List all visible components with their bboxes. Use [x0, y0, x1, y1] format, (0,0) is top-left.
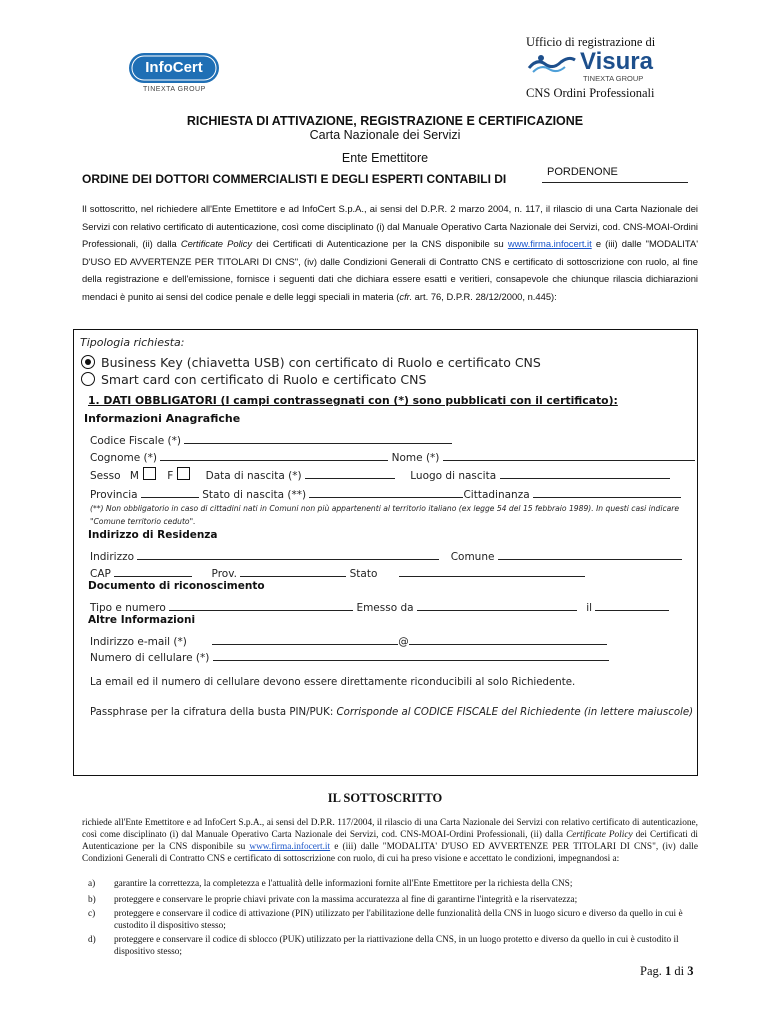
commitment-text: proteggere e conservare le proprie chiavi private con la massima accuratezza al fine di garantirne l'integrità e la riservatezza; [114, 895, 578, 905]
option-business-key-label: Business Key (chiavetta USB) con certificato di Ruolo e certificato CNS [101, 355, 541, 370]
infocert-logo-text: InfoCert [145, 59, 203, 76]
page-prefix: Pag. [640, 964, 662, 978]
email-note: La email ed il numero di cellulare devono essere direttamente riconducibili al solo Richiedente. [90, 677, 576, 688]
prov-field[interactable] [240, 564, 346, 577]
cellulare-field[interactable] [213, 648, 609, 661]
order-line [82, 172, 506, 186]
comune-field[interactable] [498, 547, 682, 560]
undersigned-link[interactable]: www.firma.infocert.it [249, 842, 331, 852]
residenza-title: Indirizzo di Residenza [88, 529, 218, 541]
intro-text-3: e (iii) dalle "MODALITA' D'USO ED AVVERTENZE PER TITOLARI DI CNS", (iv) dalle Condizioni Generali di Contratto CNS e certificato di sottoscrizione con ruolo, al fine della registrazione e dell'emissione, fornisce i seguenti dati che dichiara essere esatti e veritieri, consapevole che chiunque rilascia dichiarazioni mendaci è punito ai sensi del codice penale e delle leggi speciali in materia ( [82, 238, 698, 302]
cap-label: CAP [90, 568, 111, 580]
order-prefix: ORDINE DEI DOTTORI COMMERCIALISTI E DEGLI ESPERTI CONTABILI DI [82, 172, 507, 186]
il-label: il [586, 602, 593, 614]
intro-paragraph [82, 200, 698, 305]
provincia-row [90, 485, 681, 501]
codice-fiscale-label: Codice Fiscale (*) [90, 435, 181, 447]
commitment-text: proteggere e conservare il codice di attivazione (PIN) utilizzato per l'abilitazione delle funzionalità della CNS in luogo sicuro e diverso da quello in cui è custodito il dispositivo stesso; [114, 909, 683, 931]
sesso-f-label: F [167, 470, 174, 482]
passphrase-label: Passphrase per la cifratura della busta PIN/PUK: [90, 707, 334, 718]
provincia-field[interactable] [141, 485, 199, 498]
cellulare-label: Numero di cellulare (*) [90, 652, 210, 664]
cittadinanza-label: Cittadinanza [463, 489, 530, 501]
commitment-marker: b) [88, 895, 96, 905]
nome-label: Nome (*) [391, 452, 440, 464]
stato-label: Stato [349, 568, 378, 580]
luogo-nascita-field[interactable] [500, 466, 670, 479]
email-local-field[interactable] [212, 632, 398, 645]
sesso-f-checkbox[interactable] [177, 467, 190, 480]
stato-nascita-label: Stato di nascita (**) [202, 489, 307, 501]
data-nascita-label: Data di nascita (*) [205, 470, 302, 482]
document-title: RICHIESTA DI ATTIVAZIONE, REGISTRAZIONE E CERTIFICAZIONE [186, 114, 584, 128]
cns-ordini-label: CNS Ordini Professionali [526, 86, 655, 100]
commitment-item-c [88, 908, 700, 934]
cognome-label: Cognome (*) [90, 452, 157, 464]
commitment-item-b [88, 894, 700, 908]
email-at: @ [398, 636, 409, 648]
commitment-text: garantire la correttezza, la completezza e l'attualità delle informazioni fornite all'Ente Emettitore per la richiesta della CNS; [114, 879, 573, 889]
commitment-item-d [88, 934, 700, 960]
email-label: Indirizzo e-mail (*) [90, 636, 187, 648]
option-smart-card[interactable] [81, 372, 426, 387]
page-sep: di [674, 964, 685, 978]
provincia-label: Provincia [90, 489, 138, 501]
page-current: 1 [665, 964, 672, 978]
sesso-row [90, 466, 670, 482]
commitment-marker: d) [88, 935, 96, 945]
documento-row [90, 598, 669, 614]
commitment-text: proteggere e conservare il codice di sblocco (PUK) utilizzato per la riattivazione della CNS, in un luogo protetto e diverso da quello in cui è custodito il dispositivo stesso; [114, 935, 679, 957]
email-row [90, 632, 607, 648]
cognome-field[interactable] [160, 448, 388, 461]
order-city-field[interactable] [542, 166, 688, 183]
intro-text-2: dei Certificati di Autenticazione per la CNS disponibile su [256, 238, 504, 249]
cap-field[interactable] [114, 564, 192, 577]
section-mandatory-data: 1. DATI OBBLIGATORI (I campi contrassegnati con (*) sono pubblicati con il certificato): [88, 394, 618, 407]
sesso-m-checkbox[interactable] [143, 467, 156, 480]
emesso-da-label: Emesso da [356, 602, 414, 614]
indirizzo-label: Indirizzo [90, 551, 135, 563]
option-smart-card-radio[interactable] [81, 372, 95, 386]
nascita-note: (**) Non obbligatorio in caso di cittadini nati in Comuni non più appartenenti al territorio italiano (ex legge 54 del 15 febbraio 1989). In questi casi indicare "Comune territorio ceduto". [90, 504, 680, 526]
visura-wave-icon [527, 52, 577, 74]
visura-group-label: TINEXTA GROUP [583, 74, 644, 83]
altre-info-title: Altre Informazioni [88, 614, 196, 626]
registration-office-label: Ufficio di registrazione di [526, 35, 656, 49]
order-city-value: PORDENONE [547, 166, 618, 178]
tipo-numero-label: Tipo e numero [90, 602, 166, 614]
cap-row [90, 564, 585, 580]
intro-cfr: cfr. [399, 290, 413, 302]
indirizzo-field[interactable] [137, 547, 439, 560]
option-business-key[interactable] [81, 355, 541, 370]
visura-logo-text: Visura [580, 48, 653, 75]
visura-logo [527, 50, 667, 76]
nome-field[interactable] [443, 448, 695, 461]
il-field[interactable] [595, 598, 669, 611]
anagrafiche-title: Informazioni Anagrafiche [84, 412, 241, 425]
intro-policy: Certificate Policy [180, 238, 253, 249]
sesso-label: Sesso [90, 470, 121, 482]
passphrase-row [90, 707, 693, 718]
cellulare-row [90, 648, 609, 664]
issuer-label: Ente Emettitore [341, 151, 429, 165]
data-nascita-field[interactable] [305, 466, 395, 479]
tipologia-label-text: Tipologia richiesta: [80, 336, 185, 349]
undersigned-text-3: e (iii) dalle "MODALITA' D'USO ED AVVERTENZE PER TITOLARI DI CNS", (iv) dalle Condizioni Generali di Contratto CNS e certificato di sottoscrizione con ruolo, di cui ha preso visione e accettato le condizioni, impegnandosi a: [82, 842, 698, 864]
comune-label: Comune [450, 551, 495, 563]
luogo-nascita-label: Luogo di nascita [410, 470, 497, 482]
document-subtitle: Carta Nazionale dei Servizi [309, 128, 461, 142]
undersigned-policy: Certificate Policy [566, 830, 633, 840]
commitment-item-a [88, 878, 700, 892]
undersigned-title: IL SOTTOSCRITTO [327, 791, 443, 805]
cognome-row [90, 448, 695, 464]
commitment-marker: a) [88, 879, 96, 889]
tipo-numero-field[interactable] [169, 598, 353, 611]
prov-label: Prov. [211, 568, 237, 580]
intro-text-4: art. 76, D.P.R. 28/12/2000, n.445): [414, 290, 557, 302]
documento-title: Documento di riconoscimento [88, 580, 265, 592]
undersigned-text-1: richiede all'Ente Emettitore e ad InfoCert S.p.A., ai sensi del D.P.R. 117/2004, il rilascio di una Carta Nazionale dei Servizi con relativo certificato di autenticazione, così come disciplinato (i) dal Manuale Operativo Carta Nazionale dei Servizi, cod. CNS-MOAI-Ordini Professionali, (ii) dalla [82, 818, 698, 840]
codice-fiscale-row [90, 431, 452, 447]
infocert-group-label: TINEXTA GROUP [143, 86, 206, 93]
option-business-key-radio[interactable] [81, 355, 95, 369]
undersigned-text-2: dei Certificati di Autenticazione per la CNS disponibile su [82, 830, 698, 852]
page-number [640, 964, 693, 979]
tipologia-label [80, 336, 184, 349]
intro-text-1: Il sottoscritto, nel richiedere all'Ente Emettitore e ad InfoCert S.p.A., ai sensi del D.P.R. 2 marzo 2004, n. 117, il rilascio di una Carta Nazionale dei Servizi con relativo certificato di autenticazione, così come disciplinato (i) dal Manuale Operativo Carta Nazionale dei Servizi, cod. CNS-MOAI-Ordini Professionali, (ii) dalla [82, 203, 698, 249]
indirizzo-row [90, 547, 682, 563]
codice-fiscale-field[interactable] [184, 431, 452, 444]
page-total: 3 [687, 964, 694, 978]
cittadinanza-field[interactable] [533, 485, 681, 498]
infocert-logo [128, 52, 220, 86]
passphrase-value: Corrisponde al CODICE FISCALE del Richiedente (in lettere maiuscole) [336, 707, 694, 718]
intro-link[interactable]: www.firma.infocert.it [507, 238, 592, 249]
stato-field[interactable] [399, 564, 585, 577]
emesso-da-field[interactable] [417, 598, 577, 611]
stato-nascita-field[interactable] [309, 485, 463, 498]
commitment-marker: c) [88, 909, 96, 919]
option-smart-card-label: Smart card con certificato di Ruolo e certificato CNS [101, 372, 427, 387]
undersigned-paragraph [82, 817, 698, 865]
email-domain-field[interactable] [409, 632, 607, 645]
sesso-m-label: M [129, 470, 139, 482]
